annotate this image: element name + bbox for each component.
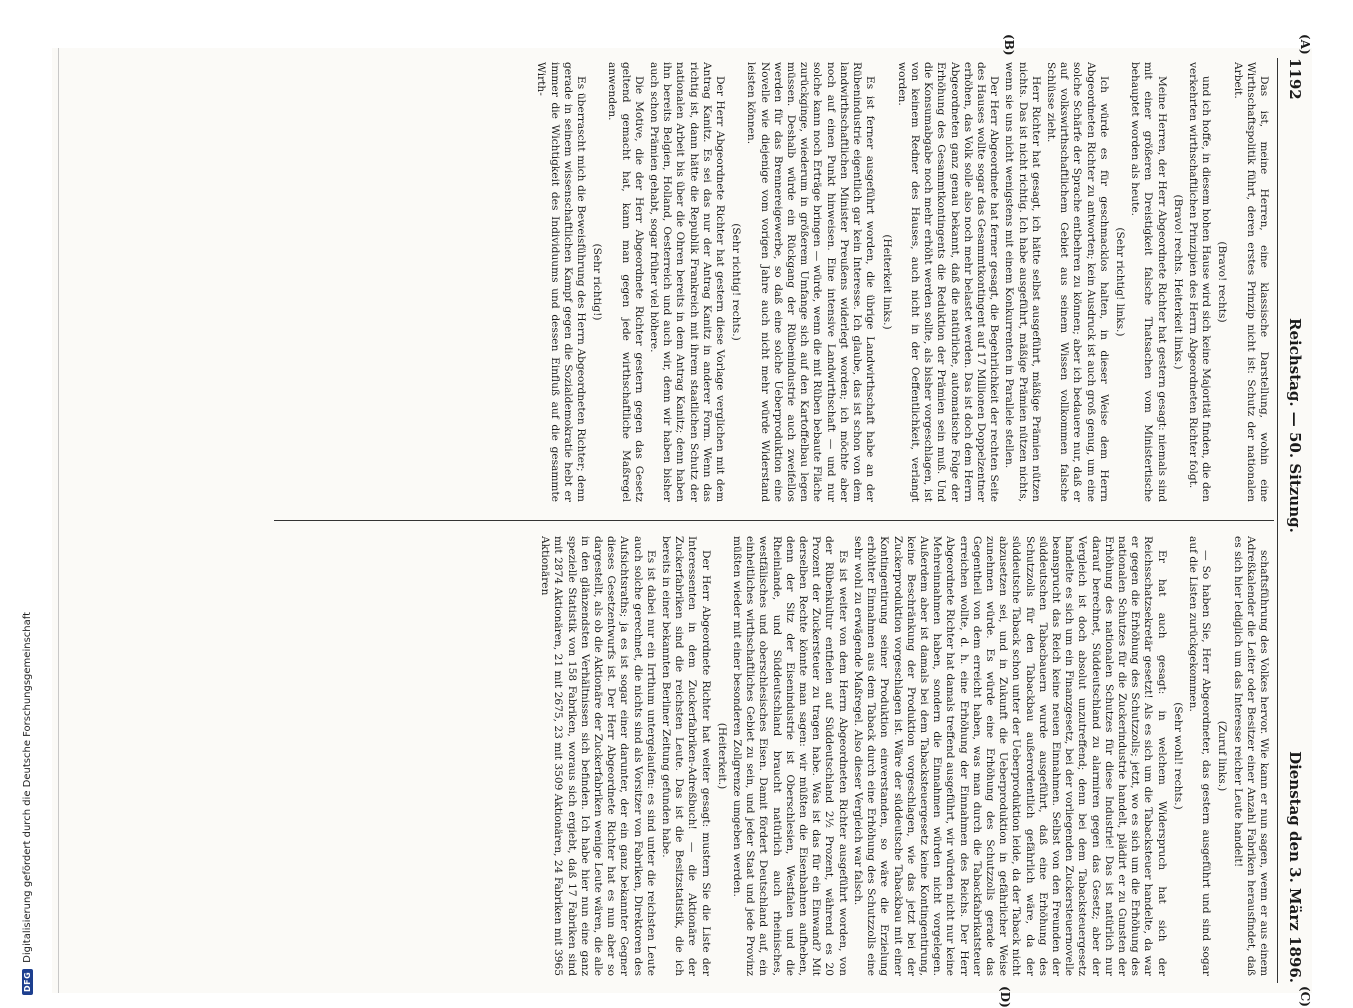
header-rule: [1277, 58, 1278, 983]
margin-marker-c: (C): [1298, 986, 1312, 1007]
paragraph: Die Motive, die der Herr Abgeordnete Richter gestern gegen das Gesetz geltend gemacht hat, kann man gegen jede wirthschaftliche Maßregel anwenden.: [606, 62, 645, 502]
right-column: [536, 536, 1270, 976]
paragraph: und ich hoffe, in diesem hohen Hause wird sich keine Majorität finden, die den verkehrten wirthschaftlichen Prinzipien des Herrn Abgeordneten Richter folgt.: [1186, 62, 1213, 502]
dfg-logo: DFG: [22, 969, 33, 995]
margin-marker-d: (D): [998, 986, 1012, 1008]
paragraph: Es ist dabei nur ein Irrthum untergelaufen: es sind unter die reichsten Leute auch solche gerechnet, die nichts sind als Vorsitzer von Fabriken, Direktoren des Aufsichtsraths; ja es ist sogar einer darunter, der ein ganz bekannter Gegner dieses Gesetzentwurfs ist. Der Herr Abgeordnete Richter hat es nun aber so dargestellt, als ob die Aktionäre der Zuckerfabriken wenige Leute wären, die alle in den glänzendsten Verhältnissen sich befinden. Ich habe hier nun eine ganz spezielle Statistik von 158 Fabriken, woraus sich ergiebt, daß 17 Fabriken sind mit 2874 Aktionären, 21 mit 2675, 23 mit 3509 Aktionären, 24 Fabriken mit 3965 Aktionären: [539, 536, 657, 976]
running-title: Reichstag. — 50. Sitzung.: [1286, 318, 1304, 533]
paragraph: — So haben Sie, Herr Abgeordneter, das gestern ausgeführt und sind sogar auf die Listen zurückgekommen.: [1186, 536, 1213, 976]
margin-marker-a: (A): [1298, 34, 1312, 55]
page-number: 1192: [1286, 58, 1304, 100]
interjection: (Heiterkeit links.): [880, 234, 893, 330]
interjection: (Sehr richtig!): [591, 243, 604, 321]
paragraph: Der Herr Abgeordnete hat ferner gesagt, die Begehrlichkeit der rechten Seite des Hauses wollte sogar das Gesammtkontingent auf 17 Millionen Doppelzentner erhöhen, das Volk solle also noch mehr belastet werden. Das ist doch dem Herrn Abgeordneten ganz genau bekannt, daß die natürliche, automatische Folge der Erhöhung des Gesammtkontingents die Reduktion der Prämien sein muß. Und die Konsumabgabe noch mehr erhöht werden sollte, als bisher vorgeschlagen, ist von keinem Redner des Hauses, auch nicht in der Oeffentlichkeit, verlangt worden.: [895, 62, 1001, 502]
left-column: [532, 62, 1270, 502]
paragraph: Das ist, meine Herren, eine klassische Darstellung, wohin eine Wirthschaftspolitik führt, deren erstes Prinzip nicht ist: Schutz der nationalen Arbeit.: [1231, 62, 1270, 502]
interjection: (Heiterkeit.): [715, 722, 728, 790]
session-date: Dienstag den 3. März 1896.: [1286, 751, 1304, 983]
paragraph: Er hat auch gesagt: in welchem Widerspruch hat sich der Reichsschatzsekretär gesetzt! Als es sich um die Tabacksteuer handelte, da war er gegen die Erhöhung des Schutzzolls; jetzt, wo es sich um die Erhöhung des nationalen Schutzes für die Zuckerindustrie handelt, plädirt er zu Gunsten der Erhöhung des nationalen Schutzes für diese Industrie! Das ist natürlich nur darauf berechnet, Süddeutschland zu alarmiren gegen das Gesetz; aber der Vergleich ist doch absolut unzutreffend; denn bei dem Tabacksteuergesetz handelte es sich um ein Finanzgesetz, bei der vorliegenden Zuckersteuernovelle beansprucht das Reich keine neuen Einnahmen. Selbst von den Freunden der süddeutschen Tabacbauern wurde ausgeführt, daß eine Erhöhung des Schutzzolls für den Tabackbau außerordentlich gefährlich wäre, da der süddeutsche Taback schon unter der Ueberproduktion leide, da der Taback nicht abzusetzen sei, und in Zukunft die Ueberproduktion in gefährlicher Weise zunehmen würde. Es würde eine Erhöhung des Schutzzolls gerade das Gegentheil von dem erreicht haben, was man durch die Tabackfabrikatsteuer erreichen wollte, d. h. eine Erhöhung der Einnahmen des Reichs. Der Herr Abgeordnete Richter hat damals treffend ausgeführt, wir würden nicht nur keine Mehreinnahmen haben, sondern die Einnahmen würden nicht vorgelegen. Außerdem aber ist damals bei dem Tabacksteuergesetz keine Kontingentirung, keine Beschränkung der Produktion vorgeschlagen, wie das jetzt bei der Zuckerproduktion vorgeschlagen ist. Wäre der süddeutsche Tabackbau mit einer Kontingentirung seiner Produktion einverstanden, so wäre die Erzielung erhöhter Einnahmen aus dem Taback durch eine Erhöhung des Schutzzolls eine sehr wohl zu erwägende Maßregel. Also dieser Vergleich war falsch.: [851, 536, 1168, 976]
interjection: (Sehr wohl! rechts.): [1171, 702, 1184, 810]
digitization-note: [22, 612, 33, 995]
interjection: (Bravo! rechts): [1216, 241, 1229, 323]
paragraph: Es überrascht mich die Beweisführung des Herrn Abgeordneten Richter; denn gerade in seinem wissenschaftlichen Kampf gegen die Sozialdemokratie hebt er immer die Wichtigkeit des Individuums und dessen Einfluß auf die gesammte Wirth-: [535, 62, 588, 502]
rotated-page-content: [72, 34, 1312, 1008]
paragraph: Es ist weiter von dem Herrn Abgeordneten Richter ausgeführt worden, von der Rübenkultur entfielen auf Süddeutschland 2½ Prozent, während es 20 Prozent der Zuckersteuer zu tragen habe. Was ist das für ein Einwand? Mit derselben Rechte könnte man sagen: wir müßten die Eisenbahnen aufheben, denn der Sitz der Eisenindustrie ist Oberschlesien, Westfalen und die Rheinlande, und Süddeutschland braucht natürlich auch rheinisches, westfälisches und oberschlesisches Eisen. Damit fördert Deutschland auf, ein einheitliches wirthschaftliches Gebiet zu sein, und jeder Staat und jede Provinz müßten wieder mit einer besonderen Zollgrenze umgeben werden.: [731, 536, 849, 976]
paragraph: schaftsführung des Volkes hervor. Wie kann er nun sagen, wenn er aus einem Adreßkalender die Leiter oder Besitzer einer Anzahl Fabriken herausfindet, daß es sich hier lediglich um das Interesse reicher Leute handelt!: [1231, 536, 1270, 976]
interjection: (Sehr richtig! links.): [1113, 227, 1126, 337]
interjection: (Bravo! rechts. Heiterkeit links.): [1171, 194, 1184, 370]
paragraph: Ich würde es für geschmacklos halten, in dieser Weise dem Herrn Abgeordneten Richter zu antworten; kein Ausdruck ist auch groß genug, um eine solche Schärfe der Sprache entbehren zu können; aber ich bedauere nur, daß er auf volkswirthschaftlichem Gebiet aus seinem Wissen vollkommen falsche Schlüsse zieht.: [1044, 62, 1110, 502]
interjection: (Zuruf links.): [1216, 720, 1229, 792]
paragraph: Der Herr Abgeordnete Richter hat gestern diese Vorlage verglichen mit dem Antrag Kanitz. Es sei das nur der Antrag Kanitz in anderer Form. Wenn das richtig ist, dann hätte die Republik Frankreich mit ihrem staatlichen Schutz der nationalen Arbeit bis über die Ohren bereits in dem Antrag Kanitz; denn haben ihn bereits Belgien, Holland, Oesterreich und auch wir, denn wir haben bisher auch schon Prämien gehabt, sogar früher viel höhere.: [648, 62, 727, 502]
paragraph: Herr Richter hat gesagt, ich hätte selbst ausgeführt, mäßige Prämien nützen nichts. Das ist nicht richtig. Ich habe ausgeführt, mäßige Prämien nützen nichts, wenn sie uns nicht wenigstens mit einem Konkurrenten in Parallele stellen.: [1003, 62, 1042, 502]
paragraph: Es ist ferner ausgeführt worden, die übrige Landwirthschaft habe an der Rübenindustrie eigentlich gar kein Interesse. Ich glaube, das ist schon von dem landwirthschaftlichen Minister Preußens widerlegt worden; ich möchte aber noch auf einen Punkt hinweisen. Eine intensive Landwirthschaft — und nur solche kann noch Erträge bringen — würde, wenn die mit Rüben bebaute Fläche zurückginge, wiederum in größerem Umfange sich auf den Kartoffelbau legen müssen. Deshalb würde ein Rückgang der Rübenindustrie auch zweifellos werden für das Brennereigewerbe, so daß eine solche Ueberproduktion eine Novelle wie diejenige vom vorigen Jahre auch nicht mehr würde Widerstand leisten können.: [745, 62, 877, 502]
paragraph: Meine Herren, der Herr Abgeordnete Richter hat gestern gesagt: niemals sind mit einer größeren Dreistigkeit falsche Thatsachen vom Ministertische behauptet worden als heute.: [1129, 62, 1168, 502]
page-header: [1280, 58, 1304, 983]
margin-marker-b: (B): [1002, 34, 1016, 56]
interjection: (Sehr richtig! rechts.): [730, 223, 743, 341]
digitization-text: Digitalisierung gefördert durch die Deutsche Forschungsgemeinschaft: [22, 611, 33, 963]
margin-rule: [58, 48, 59, 993]
paragraph: Der Herr Abgeordnete Richter hat weiter gesagt: mustern Sie die Liste der Interessenten in dem Zuckerfabriken-Adreßbuch! — die Aktionäre der Zuckerfabriken sind die reichsten Leute. Das ist die Besitzstatistik, die ich bereits in einer bekannten Berliner Zeitung gefunden habe.: [660, 536, 712, 976]
column-divider: [274, 520, 1274, 521]
